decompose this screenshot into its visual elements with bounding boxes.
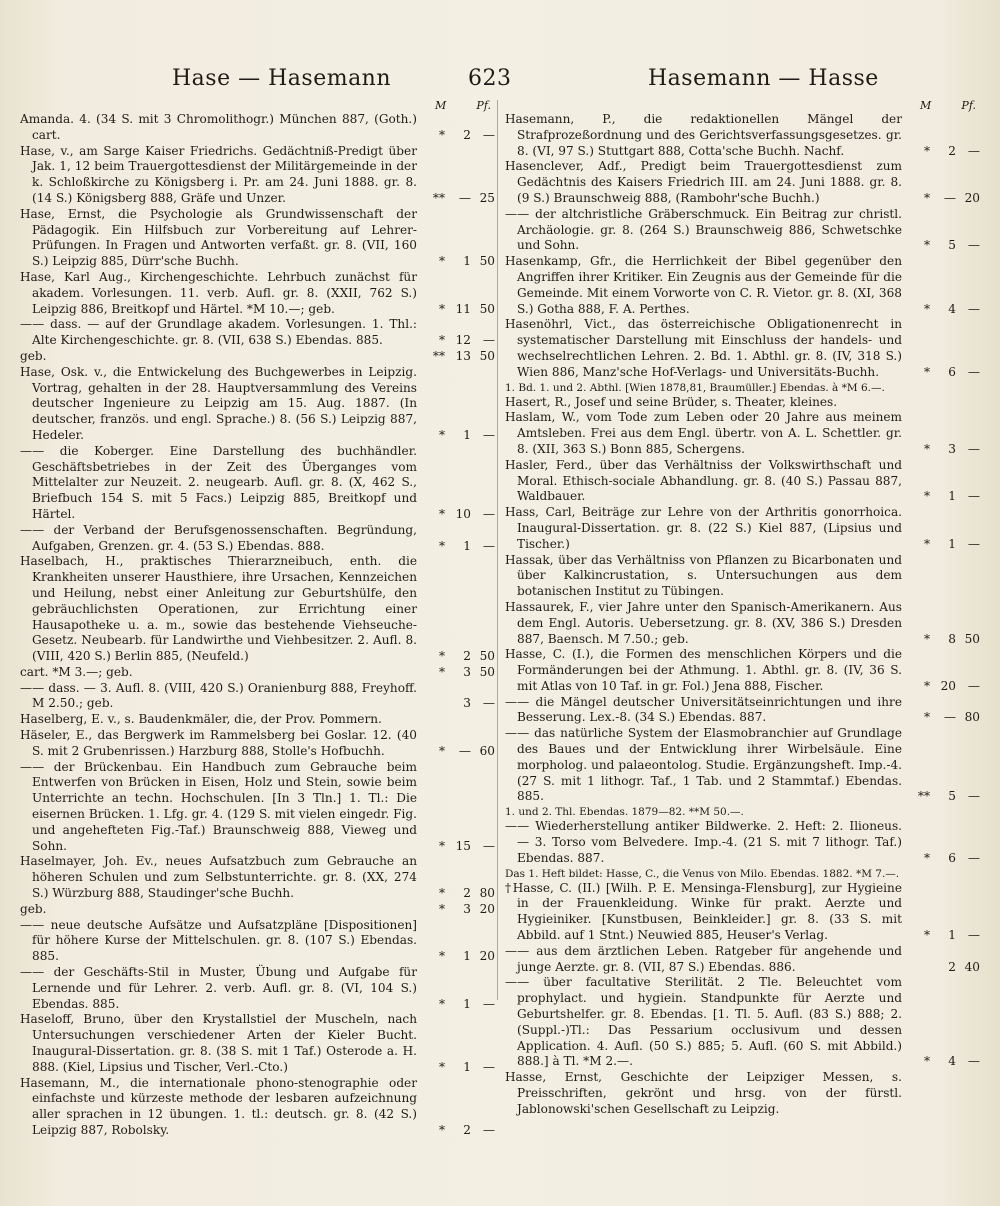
price-mark: * <box>923 301 930 316</box>
price-pf-value: — <box>967 301 980 316</box>
price-mark: * <box>923 631 930 646</box>
price-pf-value: 20 <box>479 949 495 964</box>
price-pf-value: — <box>967 789 980 804</box>
entry-text: —— dass. — auf der Grundlage akadem. Vorlesungen. 1. Thl.: Alte Kirchengeschichte. gr. 8. (VII, 638 S.) Ebendas. 885. <box>20 317 417 348</box>
entry-text: —— der Geschäfts-Stil in Muster, Übung und Aufgabe für Lernende und für Lehrer. 2. verb. Aufl. gr. 8. (VI, 104 S.) Ebendas. 885. <box>20 965 417 1011</box>
price-mark-value: 1 <box>463 538 471 553</box>
price-pf-value: 60 <box>479 743 495 758</box>
price-mark-value: 10 <box>455 506 471 521</box>
pf-column-label: Pf. <box>961 100 976 112</box>
price-mark-value: 2 <box>948 143 956 158</box>
entry-text: Hasler, Ferd., über das Verhältniss der Volkswirthschaft und Moral. Ethisch-sociale Abhandlung. gr. 8. (40 S.) Passau 887, Waldbauer. <box>505 457 902 504</box>
price-pf-value: 50 <box>479 301 495 316</box>
catalog-entry <box>505 726 980 805</box>
price-mark-value: 15 <box>455 838 471 853</box>
catalog-entry <box>20 712 495 728</box>
mark-column-label: M <box>435 100 447 112</box>
catalog-entry <box>505 805 980 819</box>
entry-text: Haslam, W., vom Tode zum Leben oder 20 Jahre aus meinem Amtsleben. Frei aus dem Engl. übertr. von A. L. Schettler. gr. 8. (XII, 363 S.) Bonn 885, Schergens. <box>505 410 902 456</box>
running-head-right: Hasemann — Hasse <box>648 66 879 91</box>
catalog-entry <box>20 112 495 144</box>
price-pf-value: 80 <box>479 886 495 901</box>
catalog-entry <box>505 553 980 600</box>
entry-text: —— die Mängel deutscher Universitätseinrichtungen und ihre Besserung. Lex.-8. (34 S.) Ebendas. 887. <box>505 694 902 725</box>
catalog-entry <box>505 159 980 206</box>
entry-text: Hasse, Ernst, Geschichte der Leipziger Messen, s. Preisschriften, gekrönt und hrsg. von der fürstl. Jablonowski'schen Gesellschaft zu Leipzig. <box>505 1070 902 1116</box>
catalog-entry <box>20 965 495 1012</box>
entry-text: Hase, Osk. v., die Entwickelung des Buchgewerbes in Leipzig. Vortrag, gehalten in der 28. Hauptversammlung des Vereins deutscher Ingenieure zu Leipzig am 15. Aug. 1887. (In deutscher, französ. und engl. Sprache.) 8. (56 S.) Leipzig 887, Hedeler. <box>20 364 417 442</box>
price-mark-value: 1 <box>948 536 956 551</box>
catalog-entry <box>20 207 495 270</box>
price-mark: * <box>923 710 930 725</box>
entry-text: Hassaurek, F., vier Jahre unter den Spanisch-Amerikanern. Aus dem Engl. Autoris. Uebersetzung. gr. 8. (XV, 386 S.) Dresden 887, Baensch. M 7.50.; geb. <box>505 599 902 646</box>
catalog-entry <box>20 854 495 901</box>
catalog-entry <box>20 902 495 918</box>
entry-text: Hasemann, M., die internationale phono-stenographie oder einfachste und kürzeste methode der lesbaren aufzeichnung aller sprachen in 12 übungen. 1. tl.: deutsch. gr. 8. (42 S.) Leipzig 887, Robolsky. <box>20 1075 417 1137</box>
price-pf-value: 40 <box>964 959 980 974</box>
price-mark: * <box>438 127 445 142</box>
price-mark-value: 6 <box>948 850 956 865</box>
catalog-entry <box>20 728 495 760</box>
price-mark-value: 4 <box>948 301 956 316</box>
price-mark: * <box>438 949 445 964</box>
price-pf-value: — <box>482 996 495 1011</box>
price-mark-value: 2 <box>463 127 471 142</box>
catalog-entry <box>20 444 495 523</box>
catalog-entry <box>20 365 495 444</box>
catalog-entry <box>20 1012 495 1075</box>
catalog-entry <box>505 881 980 944</box>
price-mark-value: 8 <box>948 631 956 646</box>
catalog-entry <box>20 1076 495 1139</box>
catalog-entry <box>20 665 495 681</box>
catalog-entry <box>20 349 495 365</box>
price-pf-value: — <box>482 427 495 442</box>
catalog-entry <box>505 695 980 727</box>
price-mark-value: 2 <box>948 959 956 974</box>
price-mark-value: 20 <box>940 678 956 693</box>
catalog-entry <box>505 1070 980 1117</box>
entry-text: Haselmayer, Joh. Ev., neues Aufsatzbuch zum Gebrauche an höheren Schulen und zum Selbstunterrichte. gr. 8. (XX, 274 S.) Würzburg 888, Staudinger'sche Buchh. <box>20 854 417 901</box>
price-mark-value: 1 <box>463 996 471 1011</box>
price-mark: * <box>438 301 445 316</box>
price-mark: * <box>438 538 445 553</box>
price-mark-value: 1 <box>463 949 471 964</box>
price-mark: ** <box>432 190 445 205</box>
price-pf-value: 20 <box>964 190 980 205</box>
price-mark-value: 1 <box>463 427 471 442</box>
price-mark-value: 1 <box>948 489 956 504</box>
price-mark-value: — <box>458 190 471 205</box>
price-mark: * <box>438 649 445 664</box>
left-column <box>20 100 495 1195</box>
price-mark-value: 11 <box>455 301 471 316</box>
entry-text: Hase, Karl Aug., Kirchengeschichte. Lehrbuch zunächst für akadem. Vorlesungen. 11. verb. Aufl. gr. 8. (XXII, 762 S.) Leipzig 886, Breitkopf und Härtel. *M 10.—; geb. <box>20 269 417 316</box>
catalog-entry <box>505 207 980 254</box>
entry-text: —— dass. — 3. Aufl. 8. (VIII, 420 S.) Oranienburg 888, Freyhoff. M 2.50.; geb. <box>20 680 417 711</box>
price-pf-value: 50 <box>479 348 495 363</box>
price-mark: * <box>923 928 930 943</box>
catalog-entry <box>505 254 980 317</box>
price-mark-value: 3 <box>463 664 471 679</box>
price-mark-value: 2 <box>463 649 471 664</box>
price-mark: * <box>438 886 445 901</box>
price-pf-value: 25 <box>479 190 495 205</box>
price-pf-value: 50 <box>479 649 495 664</box>
price-mark-value: 13 <box>455 348 471 363</box>
price-mark-value: 4 <box>948 1054 956 1069</box>
price-pf-value: 80 <box>964 710 980 725</box>
entry-text: 1. und 2. Thl. Ebendas. 1879—82. **M 50.—. <box>505 806 744 819</box>
price-mark: * <box>438 506 445 521</box>
price-mark: ** <box>917 789 930 804</box>
pf-column-label: Pf. <box>476 100 491 112</box>
price-mark: * <box>923 1054 930 1069</box>
price-pf-value: — <box>967 441 980 456</box>
price-mark-value: — <box>458 743 471 758</box>
catalog-entry <box>20 918 495 965</box>
price-mark-value: 1 <box>463 1059 471 1074</box>
price-mark-value: 12 <box>455 333 471 348</box>
price-mark: * <box>438 1059 445 1074</box>
price-mark: * <box>438 838 445 853</box>
column-divider <box>497 100 498 1000</box>
price-mark-value: 2 <box>463 886 471 901</box>
entry-text: Amanda. 4. (34 S. mit 3 Chromolithogr.) München 887, (Goth.) cart. <box>20 112 417 142</box>
entry-text: —— das natürliche System der Elasmobranchier auf Grundlage des Baues und der Entwicklung ihrer Wirbelsäule. Eine morpholog. und palaeontolog. Studie. Ergänzungsheft. Imp.-4. (27 S. mit 1 lithogr. Taf., 1 Tab. und 2 Stammtaf.) Ebendas. 885. <box>505 726 902 804</box>
entry-text: Haseloff, Bruno, über den Krystallstiel der Muscheln, nach Untersuchungen verschiedener Arten der Kieler Bucht. Inaugural-Dissertation. gr. 8. (38 S. mit 1 Taf.) Osterode a. H. 888. (Kiel, Lipsius und Tischer, Verl.-Cto.) <box>20 1012 417 1074</box>
price-pf-value: 20 <box>479 901 495 916</box>
entry-text: 1. Bd. 1. und 2. Abthl. [Wien 1878,81, Braumüller.] Ebendas. à *M 6.—. <box>505 381 885 394</box>
catalog-entry <box>505 600 980 647</box>
price-mark: * <box>438 664 445 679</box>
price-mark-value: 6 <box>948 364 956 379</box>
catalog-entry <box>20 144 495 207</box>
price-mark: * <box>438 427 445 442</box>
price-pf-value: — <box>967 1054 980 1069</box>
catalog-entry <box>20 270 495 317</box>
entry-text: Hasert, R., Josef und seine Brüder, s. Theater, kleines. <box>505 394 838 409</box>
catalog-entry <box>20 760 495 855</box>
price-pf-value: — <box>482 838 495 853</box>
price-pf-value: — <box>482 696 495 711</box>
entry-text: —— über facultative Sterilität. 2 Tle. Beleuchtet vom prophylact. und hygiein. Standpunkte für Aerzte und Geburtshelfer. gr. 8. Ebendas. [1. Tl. 5. Aufl. (83 S.) 888; 2. (Suppl.-)Tl.: Das Pessarium occlusivum und dessen Application. 4. Aufl. (50 S.) 885; 5. Aufl. (60 S. mit Abbild.) 888.] à Tl. *M 2.—. <box>505 975 902 1069</box>
entry-text: Hassak, über das Verhältniss von Pflanzen zu Bicarbonaten und über Kalkincrustation, s. Untersuchungen aus dem botanischen Institut zu Tübingen. <box>505 552 902 599</box>
entry-text: —— der Verband der Berufsgenossenschaften. Begründung, Aufgaben, Grenzen. gr. 4. (53 S.) Ebendas. 888. <box>20 522 417 553</box>
catalog-entry <box>505 381 980 395</box>
entry-text: Hasenclever, Adf., Predigt beim Trauergottesdienst zum Gedächtnis des Kaisers Friedrich III. am 24. Juni 1888. gr. 8. (9 S.) Braunschweig 888, (Rambohr'sche Buchh.) <box>505 159 902 205</box>
price-mark: * <box>438 743 445 758</box>
price-mark-value: — <box>943 190 956 205</box>
mark-column-label: M <box>920 100 932 112</box>
entry-text: —— aus dem ärztlichen Leben. Ratgeber für angehende und junge Aerzte. gr. 8. (VII, 87 S.) Ebendas. 886. <box>505 943 902 974</box>
catalog-entry <box>505 317 980 380</box>
price-mark: * <box>923 489 930 504</box>
price-mark: * <box>923 536 930 551</box>
entry-text: —— neue deutsche Aufsätze und Aufsatzpläne [Dispositionen] für höhere Kurse der Mittelschulen. gr. 8. (107 S.) Ebendas. 885. <box>20 917 417 964</box>
price-mark: * <box>438 1123 445 1137</box>
entry-text: Häseler, E., das Bergwerk im Rammelsberg bei Goslar. 12. (40 S. mit 2 Grubenrissen.) Harzburg 888, Stolle's Hofbuchh. <box>20 728 417 758</box>
entry-text: Haselbach, H., praktisches Thierarzneibuch, enth. die Krankheiten unserer Hausthiere, ihre Ursachen, Kennzeichen und Heilung, nebst einer Anleitung zur Geburtshülfe, den gebräuchlichsten Operationen, zur Errichtung einer Hausapotheke u. a. m., sowie das bestehende Viehseuche-Gesetz. Neubearb. für Landwirthe und Viehbesitzer. 2. Aufl. 8. (VIII, 420 S.) Berlin 885, (Neufeld.) <box>20 554 417 664</box>
price-mark-value: 1 <box>463 254 471 269</box>
price-pf-value: 50 <box>964 631 980 646</box>
entry-text: Hasemann, P., die redaktionellen Mängel der Strafprozeßordnung und des Gerichtsverfassungsgesetzes. gr. 8. (VI, 97 S.) Stuttgart 888, Cotta'sche Buchh. Nachf. <box>505 112 902 158</box>
price-mark: * <box>923 678 930 693</box>
price-mark: * <box>438 996 445 1011</box>
price-pf-value: — <box>967 678 980 693</box>
price-mark: * <box>923 190 930 205</box>
catalog-entry <box>505 112 980 159</box>
price-pf-value: — <box>967 536 980 551</box>
price-mark-value: 3 <box>463 901 471 916</box>
price-pf-value: 50 <box>479 664 495 679</box>
catalog-entry <box>20 681 495 713</box>
price-mark: * <box>923 850 930 865</box>
catalog-entry <box>505 410 980 457</box>
price-mark: * <box>438 254 445 269</box>
price-mark: * <box>923 238 930 253</box>
entry-text: —— Wiederherstellung antiker Bildwerke. 2. Heft: 2. Ilioneus. — 3. Torso vom Belvedere. Imp.-4. (21 S. mit 7 lithogr. Taf.) Ebendas. 887. <box>505 819 902 865</box>
price-mark: * <box>923 364 930 379</box>
entry-text: Hase, Ernst, die Psychologie als Grundwissenschaft der Pädagogik. Ein Hilfsbuch zur Vorbereitung auf Lehrer-Prüfungen. In Fragen und Antworten verfaßt. gr. 8. (VII, 160 S.) Leipzig 885, Dürr'sche Buchh. <box>20 206 417 269</box>
entry-text: Hass, Carl, Beiträge zur Lehre von der Arthritis gonorrhoica. Inaugural-Dissertation. gr. 8. (22 S.) Kiel 887, (Lipsius und Tischer.) <box>505 505 902 551</box>
catalog-entry <box>505 819 980 866</box>
entry-text: geb. <box>20 901 47 916</box>
price-mark: * <box>923 143 930 158</box>
catalog-entry <box>505 975 980 1070</box>
entry-text: Hasse, C. (I.), die Formen des menschlichen Körpers und die Formänderungen bei der Athmung. 1. Abthl. gr. 8. (IV, 36 S. mit Atlas von 10 Taf. in gr. Fol.) Jena 888, Fischer. <box>505 647 902 693</box>
price-mark-value: 5 <box>948 789 956 804</box>
page-number: 623 <box>468 66 512 91</box>
price-mark-value: 1 <box>948 928 956 943</box>
price-mark: ** <box>432 348 445 363</box>
catalog-entry <box>20 523 495 555</box>
price-pf-value: 50 <box>479 254 495 269</box>
price-mark-value: 5 <box>948 238 956 253</box>
price-pf-value: — <box>482 333 495 348</box>
catalog-entry <box>20 554 495 665</box>
catalog-entry <box>505 505 980 552</box>
price-pf-value: — <box>967 928 980 943</box>
catalog-entry <box>505 944 980 976</box>
running-head-left: Hase — Hasemann <box>172 66 392 91</box>
price-column-header <box>20 100 495 112</box>
price-mark-value: — <box>943 710 956 725</box>
price-pf-value: — <box>482 1123 495 1137</box>
entry-text: Haselberg, E. v., s. Baudenkmäler, die, der Prov. Pommern. <box>20 712 382 727</box>
entry-text: Hase, v., am Sarge Kaiser Friedrichs. Gedächtniß-Predigt über Jak. 1, 12 beim Trauergottesdienst der Militärgemeinde in der k. Schloßkirche zu Königsberg i. Pr. am 24. Juni 1888. gr. 8. (14 S.) Königsberg 888, Gräfe und Unzer. <box>20 143 417 205</box>
price-pf-value: — <box>967 143 980 158</box>
price-mark-value: 2 <box>463 1123 471 1137</box>
catalog-entry <box>505 458 980 505</box>
price-mark-value: 3 <box>948 441 956 456</box>
catalog-entry <box>20 317 495 349</box>
price-pf-value: — <box>967 364 980 379</box>
price-column-header <box>505 100 980 112</box>
entry-text: Das 1. Heft bildet: Hasse, C., die Venus von Milo. Ebendas. 1882. *M 7.—. <box>505 867 900 880</box>
price-pf-value: — <box>482 538 495 553</box>
price-pf-value: — <box>482 506 495 521</box>
entry-text: —— die Koberger. Eine Darstellung des buchhändler. Geschäftsbetriebes in der Zeit des Überganges vom Mittelalter zur Neuzeit. 2. neugearb. Aufl. gr. 8. (X, 462 S., Briefbuch 154 S. mit 5 Facs.) Leipzig 885, Breitkopf und Härtel. <box>20 443 417 521</box>
catalog-entry <box>505 395 980 411</box>
entry-text: —— der altchristliche Gräberschmuck. Ein Beitrag zur christl. Archäologie. gr. 8. (264 S.) Braunschweig 886, Schwetschke und Sohn. <box>505 206 902 253</box>
catalog-entry <box>505 647 980 694</box>
price-mark: * <box>923 441 930 456</box>
price-pf-value: — <box>967 850 980 865</box>
price-mark-value: 3 <box>463 696 471 711</box>
price-pf-value: — <box>967 238 980 253</box>
entry-text: geb. <box>20 348 47 363</box>
entry-text: Hasenkamp, Gfr., die Herrlichkeit der Bibel gegenüber den Angriffen ihrer Kritiker. Ein Zeugnis aus der Gemeinde für die Gemeinde. Mit einem Vorworte von C. R. Vietor. gr. 8. (XI, 368 S.) Gotha 888, F. A. Perthes. <box>505 254 902 316</box>
right-column <box>505 100 980 1195</box>
price-pf-value: — <box>482 1059 495 1074</box>
entry-text: cart. *M 3.—; geb. <box>20 664 133 679</box>
price-mark: * <box>438 333 445 348</box>
price-pf-value: — <box>967 489 980 504</box>
entry-text: Hasenöhrl, Vict., das österreichische Obligationenrecht in systematischer Darstellung mit Einschluss der handels- und wechselrechtlichen Lehren. 2. Bd. 1. Abthl. gr. 8. (IV, 318 S.) Wien 886, Manz'sche Hof-Verlags- und Universitäts-Buchh. <box>505 317 902 379</box>
entry-text: —— der Brückenbau. Ein Handbuch zum Gebrauche beim Entwerfen von Brücken in Eisen, Holz und Stein, sowie beim Unterrichte an techn. Hochschulen. [In 3 Tln.] 1. Tl.: Die eisernen Brücken. 1. Lfg. gr. 4. (129 S. mit vielen eingedr. Fig. und angehefteten Fig.-Taf.) Braunschweig 888, Vieweg und Sohn. <box>20 759 417 853</box>
price-pf-value: — <box>482 127 495 142</box>
price-mark: * <box>438 901 445 916</box>
catalog-entry <box>505 867 980 881</box>
entry-text: †Hasse, C. (II.) [Wilh. P. E. Mensinga-Flensburg], zur Hygieine in der Frauenkleidung. Winke für prakt. Aerzte und Hygieiniker. [Kunstbusen, Beinkleider.] gr. 8. (33 S. mit Abbild. auf 1 Stnt.) Neuwied 885, Heuser's Verlag. <box>505 880 902 943</box>
